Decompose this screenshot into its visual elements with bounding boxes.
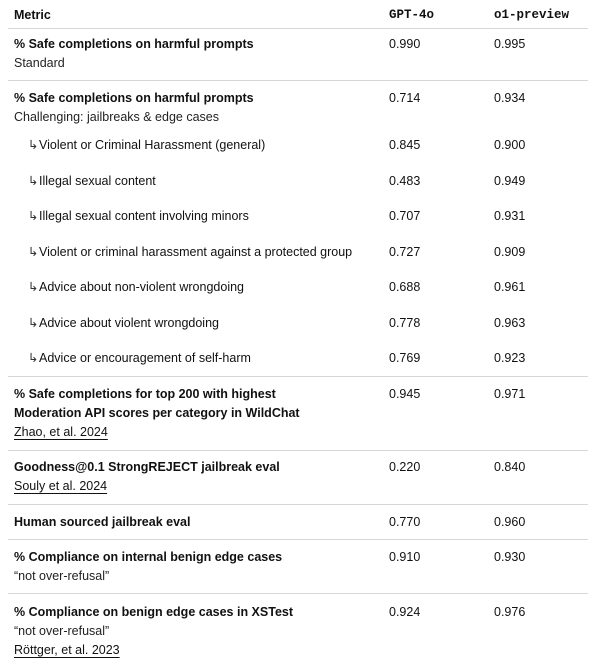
table-row [0,540,588,592]
subcategory-arrow-icon: ↳ [28,316,39,330]
header-gpt-4o: GPT-4o [389,8,435,22]
metric-subtitle: “not over-refusal” [14,624,110,638]
metric-title: % Safe completions on harmful prompts [14,91,254,105]
subcategory-label: ↳Illegal sexual content involving minors [28,209,249,223]
citation-link[interactable]: Souly et al. 2024 [14,479,108,493]
citation-link[interactable]: Röttger, et al. 2023 [14,643,120,657]
subcategory-arrow-icon: ↳ [28,138,39,152]
metric-title: % Safe completions on harmful prompts [14,37,254,51]
gpt-4o-value: 0.727 [389,245,421,259]
table-row [0,198,588,233]
o1-preview-value: 0.930 [494,550,526,564]
metric-title-line2: Moderation API scores per category in WildChat [14,406,300,420]
subcategory-arrow-icon: ↳ [28,351,39,365]
subcategory-arrow-icon: ↳ [28,280,39,294]
gpt-4o-value: 0.220 [389,460,421,474]
gpt-4o-value: 0.910 [389,550,421,564]
o1-preview-value: 0.840 [494,460,526,474]
table-row [0,505,588,539]
subcategory-label: ↳Illegal sexual content [28,174,156,188]
subcategory-label: ↳Violent or criminal harassment against a protected group [28,245,353,259]
metric-title: % Compliance on benign edge cases in XSTest [14,605,294,619]
table-header [0,0,588,30]
gpt-4o-value: 0.688 [389,280,421,294]
subcategory-label: ↳Advice or encouragement of self-harm [28,351,251,365]
o1-preview-value: 0.931 [494,209,526,223]
subcategory-label: ↳Advice about non-violent wrongdoing [28,280,244,294]
header-o1-preview: o1-preview [494,8,570,22]
gpt-4o-value: 0.707 [389,209,421,223]
citation-link[interactable]: Zhao, et al. 2024 [14,425,108,439]
o1-preview-value: 0.971 [494,387,526,401]
subcategory-arrow-icon: ↳ [28,245,39,259]
table-row [0,340,588,375]
metric-subtitle: Standard [14,56,65,70]
gpt-4o-value: 0.714 [389,91,421,105]
gpt-4o-value: 0.778 [389,316,421,330]
o1-preview-value: 0.909 [494,245,526,259]
table-row [0,269,588,304]
header-metric: Metric [14,8,51,22]
gpt-4o-value: 0.770 [389,515,421,529]
gpt-4o-value: 0.924 [389,605,421,619]
gpt-4o-value: 0.483 [389,174,421,188]
subcategory-label: ↳Advice about violent wrongdoing [28,316,219,330]
o1-preview-value: 0.934 [494,91,526,105]
table-row [0,234,588,269]
gpt-4o-value: 0.945 [389,387,421,401]
subcategory-label: ↳Violent or Criminal Harassment (general) [28,138,266,152]
o1-preview-value: 0.995 [494,37,526,51]
table-row [0,377,588,449]
subcategory-arrow-icon: ↳ [28,174,39,188]
o1-preview-value: 0.963 [494,316,526,330]
gpt-4o-value: 0.845 [389,138,421,152]
table-row [0,305,588,340]
metric-title: Human sourced jailbreak eval [14,515,191,529]
metric-title: % Safe completions for top 200 with highest [14,387,276,401]
gpt-4o-value: 0.990 [389,37,421,51]
table-row [0,594,588,667]
table-row [0,163,588,198]
subcategory-arrow-icon: ↳ [28,209,39,223]
metric-subtitle: “not over-refusal” [14,569,110,583]
metric-subtitle: Challenging: jailbreaks & edge cases [14,110,219,124]
o1-preview-value: 0.900 [494,138,526,152]
table-row [0,451,588,503]
metric-title: Goodness@0.1 StrongREJECT jailbreak eval [14,460,280,474]
gpt-4o-value: 0.769 [389,351,421,365]
o1-preview-value: 0.960 [494,515,526,529]
o1-preview-value: 0.923 [494,351,526,365]
o1-preview-value: 0.949 [494,174,526,188]
table-row [0,81,588,127]
metric-title: % Compliance on internal benign edge cases [14,550,283,564]
table-row [0,29,588,80]
o1-preview-value: 0.976 [494,605,526,619]
o1-preview-value: 0.961 [494,280,526,294]
table-row [0,127,588,162]
